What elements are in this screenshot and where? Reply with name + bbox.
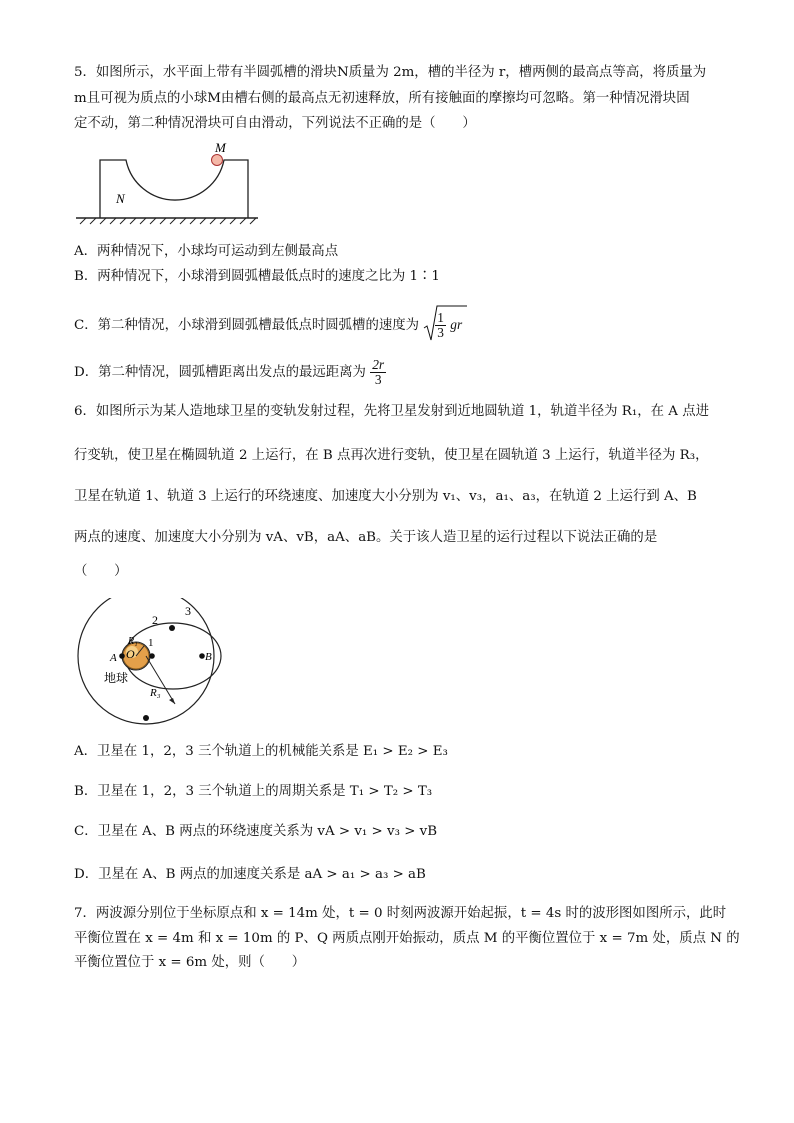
- point-B: [199, 653, 205, 659]
- q6-option-c: C．卫星在 A、B 两点的环绕速度关系为 vA > v₁ > v₃ > vB: [74, 824, 438, 839]
- sqrt-gr: gr: [450, 317, 463, 332]
- sqrt-expression: [423, 310, 462, 341]
- q6-option-d: D．卫星在 A、B 两点的加速度关系是 aA > a₁ > a₃ > aB: [74, 867, 426, 882]
- q5-option-d-text: D．第二种情况，圆弧槽距离出发点的最远距离为: [74, 365, 366, 380]
- q6-option-a: A．卫星在 1，2，3 三个轨道上的机械能关系是 E₁ > E₂ > E₃: [74, 744, 448, 759]
- satellite-orbit2: [169, 625, 175, 631]
- label-A: A: [110, 652, 117, 664]
- label-N: N: [116, 191, 125, 206]
- q6-option-b: B．卫星在 1，2，3 三个轨道上的周期关系是 T₁ > T₂ > T₃: [74, 784, 433, 799]
- q6-stem-line3: 卫星在轨道 1、轨道 3 上运行的环绕速度、加速度大小分别为 v₁、v₃，a₁、a₃，在轨道 2 上运行到 A、B: [74, 489, 697, 504]
- q7-stem-line2: 平衡位置在 x = 4m 和 x = 10m 的 P、Q 两质点刚开始振动，质点 M 的平衡位置位于 x = 7m 处，质点 N 的: [74, 931, 740, 946]
- label-orbit-2: 2: [152, 613, 158, 627]
- q5-option-d: [74, 356, 386, 390]
- q5-option-c: [74, 310, 462, 341]
- q6-stem-line1: 6．如图所示为某人造地球卫星的变轨发射过程，先将卫星发射到近地圆轨道 1，轨道半径为 R₁，在 A 点进: [74, 404, 709, 419]
- q6-orbit-figure: [74, 598, 234, 728]
- sqrt-fraction: $\frac{1}{3}$: [437, 310, 444, 340]
- label-R1: R₁: [128, 636, 138, 647]
- q7-stem-line3: 平衡位置位于 x = 6m 处，则（ ）: [74, 955, 306, 970]
- point-orbit1: [149, 653, 155, 659]
- label-orbit-1: 1: [148, 637, 154, 649]
- q5-option-b: B．两种情况下，小球滑到圆弧槽最低点时的速度之比为 1∶1: [74, 269, 440, 284]
- q5-stem-line3: 定不动，第二种情况滑块可自由滑动，下列说法不正确的是（ ）: [74, 116, 476, 131]
- satellite-orbit3: [143, 715, 149, 721]
- q5-stem-line2: m且可视为质点的小球M由槽右侧的最高点无初速释放，所有接触面的摩擦均可忽略。第一种情况滑块固: [74, 91, 690, 106]
- slider-block-outline: [100, 160, 248, 218]
- q6-stem-line2: 行变轨，使卫星在椭圆轨道 2 上运行，在 B 点再次进行变轨，使卫星在圆轨道 3 上运行，轨道半径为 R₃，: [74, 448, 709, 463]
- q6-stem-line5: （ ）: [74, 564, 128, 579]
- label-O: O: [126, 647, 135, 661]
- label-earth: 地球: [104, 671, 129, 685]
- q5-option-a: A．两种情况下，小球均可运动到左侧最高点: [74, 244, 339, 259]
- q5-option-c-text: C．第二种情况，小球滑到圆弧槽最低点时圆弧槽的速度为: [74, 318, 420, 333]
- radius-R3-arrow: [169, 698, 175, 704]
- q5-figure-slider-with-groove: [74, 140, 264, 230]
- ground-hatching: [80, 218, 256, 224]
- point-A: [119, 653, 125, 659]
- label-B: B: [205, 651, 212, 663]
- q6-stem-line4: 两点的速度、加速度大小分别为 vA、vB，aA、aB。关于该人造卫星的运行过程以下说法正确的是: [74, 530, 658, 545]
- sqrt-sign: [423, 304, 467, 344]
- distance-fraction: $\frac{2r}{3}$: [372, 357, 385, 387]
- q5-stem-line1: 5．如图所示，水平面上带有半圆弧槽的滑块N质量为 2m，槽的半径为 r，槽两侧的最高点等高，将质量为: [74, 65, 707, 80]
- ball-M: [212, 155, 223, 166]
- label-M: M: [215, 140, 226, 155]
- label-orbit-3: 3: [185, 604, 191, 618]
- q7-stem-line1: 7．两波源分别位于坐标原点和 x = 14m 处，t = 0 时刻两波源开始起振，t = 4s 时的波形图如图所示，此时: [74, 906, 727, 921]
- label-R3: R₃: [150, 687, 161, 699]
